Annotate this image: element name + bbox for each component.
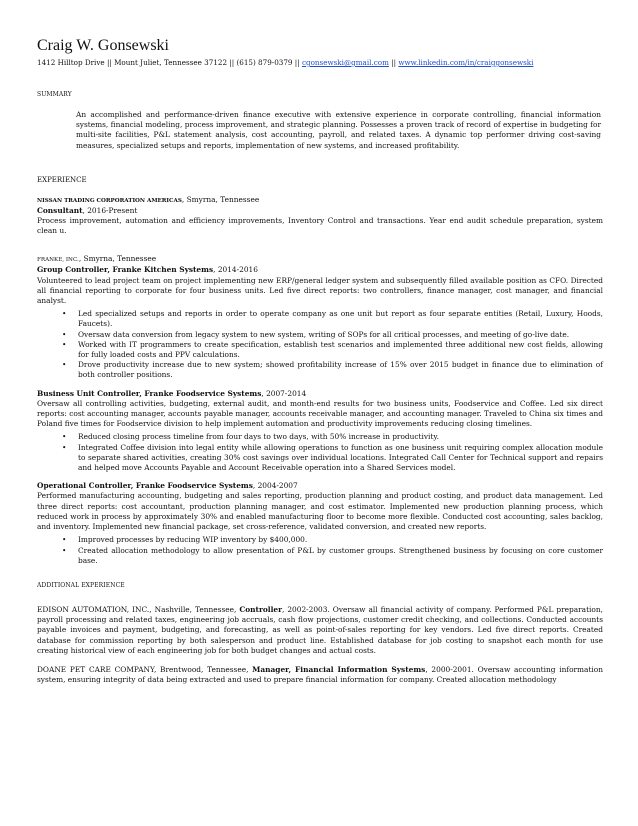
company-location: , Smyrna, Tennessee [78,254,157,264]
role-line [37,265,603,275]
summary-heading: SUMMARY [37,91,72,98]
bullet-item: • Reduced closing process timeline from four days to two days, with 50% increase in productivity. [62,432,603,442]
role-description: , 2002-2003. Oversaw all financial activity of company. Performed P&L preparation, payroll processing and related taxes, engineering job accruals, cash flow projections, customer credit checking, and collections. Conducted accounts payable invoices and payment, budgeting, and forecasting, as well as point-of-sales reporting for key vendors. Led five direct reports. Created database for commission reporting by both salesperson and product line. Established database for job costing to snapshot each month for use creating historical view of each engineering job for both budget changes and actual costs. [37,604,603,655]
candidate-name: Craig W. Gonsewski [37,37,169,54]
company-location: , Brentwood, Tennessee, [153,664,253,674]
company-location: , Nashville, Tennessee, [149,604,240,614]
company-line [37,195,603,206]
contact-line [37,58,603,68]
bullet-list [37,535,603,566]
role-description: , 2000-2001. Oversaw accounting information system, ensuring integrity of data being extracted and used to prepare financial information for company. Created allocation methodology [37,664,604,685]
address: 1412 Hilltop Drive || Mount Juliet, Tennessee 37122 || (615) 879-0379 || [37,58,300,67]
role-description: Volunteered to lead project team on project implementing new ERP/general ledger system and subsequently filled available position as CFO. Directed all financial reporting to corporate for four business units. Led five direct reports: two controllers, finance manager, cost manager, and financial analyst. [37,275,603,306]
role-title: Business Unit Controller, Franke Foodservice Systems [37,388,262,398]
company-location: , Smyrna, Tennessee [181,194,260,204]
bullet-item: • Drove productivity increase due to new system; showed profitability increase of 15% over 2015 budget in finance due to elimination of both controller positions. [62,360,603,380]
additional-experience-heading: ADDITIONAL EXPERIENCE [37,581,125,589]
role-description: Oversaw all controlling activities, budgeting, external audit, and month-end results for two business units, Foodservice and Coffee. Led six direct reports: cost accounting manager, accounts payable manager, accounts receivable manager, and accounting manager. Traveled to China six times and Poland five times for Foodservice division to help implement automation and productivity improvements reducing closing timelines. [37,398,603,429]
bullet-item: • Integrated Coffee division into legal entity while allowing operations to function as one business unit requiring complex allocation module to separate shared activities, creating 30% cost savings over individual locations. Integrated Call Center for Technical support and repairs and helped move Accounts Payable and Account Receivable operation into a Shared Services model. [62,443,603,474]
bullet-item: • Worked with IT programmers to create specification, establish test scenarios and implemented three additional new cost fields, allowing for fully loaded costs and PPV calculations. [62,340,603,360]
role-title: Controller [239,604,282,614]
company-line [37,254,603,265]
role-dates: , 2007-2014 [261,388,307,398]
role-line [37,206,603,216]
job-edison [37,605,603,656]
role-line [37,389,603,399]
role-dates: , 2004-2007 [252,481,298,491]
company-name: DOANE PET CARE COMPANY [37,664,154,674]
linkedin-link[interactable]: www.linkedin.com/in/craiggonsewski [398,58,534,67]
email-link[interactable]: cgonsewski@gmail.com [301,58,389,67]
resume-page [37,37,603,685]
bullet-list [37,432,603,473]
summary-text: An accomplished and performance-driven finance executive with extensive experience in corporate controlling, financial information systems, financial modeling, process improvement, and strategic planning. Possesses a proven track of record of expertise in budgeting for multi-site facilities, P&L statement analysis, cost accounting, payroll, and related taxes. A dynamic top performer driving cost-saving measures, specialized setups and reports, implementation of new systems, and increased profitability. [76,110,601,150]
bullet-item: • Improved processes by reducing WIP inventory by $400,000. [62,535,603,545]
bullet-list [37,309,603,380]
bullet-item: • Oversaw data conversion from legacy system to new system, writing of SOPs for all critical processes, and meeting of go-live date. [62,330,603,340]
company-name: EDISON AUTOMATION, INC. [37,604,150,614]
role-title: Operational Controller, Franke Foodservice Systems [37,481,253,491]
company-name: FRANKE, INC. [37,257,79,264]
role-title: Group Controller, Franke Kitchen Systems [37,265,214,275]
experience-heading: EXPERIENCE [37,175,87,184]
bullet-item: • Created allocation methodology to allow presentation of P&L by customer groups. Strengthened business by focusing on core customer base. [62,546,603,566]
job-nissan [37,195,603,237]
role-title: Manager, Financial Information Systems [252,664,426,674]
role-dates: , 2016-Present [82,205,138,215]
role-dates: , 2014-2016 [213,265,258,275]
role-line [37,481,603,491]
job-doane [37,665,603,685]
role-description: Performed manufacturing accounting, budgeting and sales reporting, production planning and product costing, and product data management. Led three direct reports: cost accountant, production planning manager, and cost estimator. Implemented new production planning process, which reduced work in process by approximately 30% and enabled manufacturing floor to become more flexible. Conducted cost accounting, sales backlog, and inventory. Implemented new financial package, set cross-reference, validated conversion, and created new reports. [37,491,603,532]
company-name: NISSAN TRADING CORPORATION AMERICAS [37,197,182,204]
role-title: Consultant [37,205,83,215]
role-description: Process improvement, automation and efficiency improvements, Inventory Control and transactions. Year end audit schedule preparation, system clean u. [37,216,603,236]
contact-separator: || [391,58,397,67]
bullet-item: • Led specialized setups and reports in order to operate company as one unit but report as four separate entities (Retail, Luxury, Hoods, Faucets). [62,309,603,329]
job-franke [37,254,603,565]
